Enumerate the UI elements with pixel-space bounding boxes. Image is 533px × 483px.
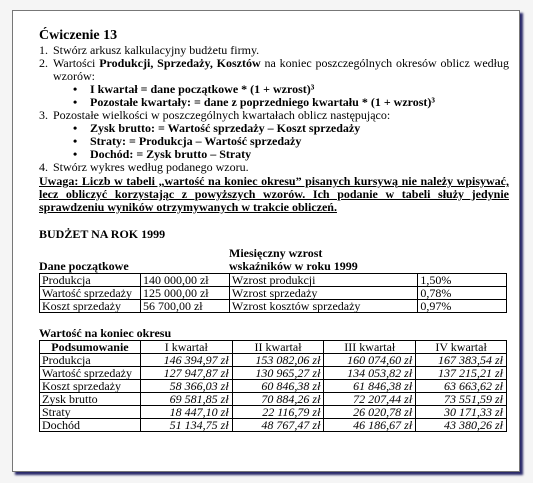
step-text-bold: Produkcji, Sprzedaży, Kosztów [99, 56, 261, 70]
table-header-cell: II kwartał [232, 341, 324, 354]
end-values-table [39, 340, 507, 432]
exercise-title: Ćwiczenie 13 [39, 28, 118, 43]
step-text-part: na koniec poszczególnych okresów oblicz według wzorów: [53, 56, 509, 83]
monthly-growth-label-line: wskaźników w roku 1999 [229, 259, 358, 273]
table-row [40, 367, 507, 380]
table-cell: Dochód [40, 419, 141, 432]
table-cell: 69 581,85 zł [140, 393, 232, 406]
table-header-row [40, 341, 507, 354]
table-cell: 0,97% [418, 300, 507, 313]
table-cell: 43 380,26 zł [416, 419, 507, 432]
table-cell: Wzrost produkcji [229, 274, 418, 287]
table-cell: 61 846,38 zł [324, 380, 416, 393]
bullet-icon: • [73, 95, 78, 109]
step-text: Pozostałe wielkości w poszczególnych kwartałach oblicz następująco: [53, 108, 391, 122]
table-cell: Koszt sprzedaży [40, 380, 141, 393]
bullet-icon: • [73, 134, 78, 148]
table-cell: 160 074,60 zł [324, 354, 416, 367]
table-header-cell: III kwartał [324, 341, 416, 354]
table-cell: 56 700,00 zł [140, 300, 229, 313]
step-2 [39, 57, 509, 83]
note-text: Uwaga: Liczb w tabeli „wartość na koniec okresu” pisanych kursywą nie należy wpisywać, lecz obliczyć korzystając z powyższych wzorów. Ich podanie w tabeli służy jedynie sprawdzeniu wyników otrzymywanych w trakcie obliczeń. [39, 174, 509, 214]
step-text: Stwórz arkusz kalkulacyjny budżetu firmy. [53, 43, 260, 57]
table-cell: 137 215,21 zł [416, 367, 507, 380]
step-2-bullets [73, 83, 509, 109]
table-cell: Straty [40, 406, 141, 419]
table-row [40, 393, 507, 406]
table-cell: 146 394,97 zł [140, 354, 232, 367]
table-cell: 127 947,87 zł [140, 367, 232, 380]
step-number: 2. [39, 56, 48, 70]
table-cell: 153 082,06 zł [232, 354, 324, 367]
table-cell: 125 000,00 zł [140, 287, 229, 300]
monthly-growth-label [229, 247, 379, 273]
table-cell: 30 171,33 zł [416, 406, 507, 419]
table-header-cell: I kwartał [140, 341, 232, 354]
end-values-title: Wartość na koniec okresu [39, 326, 172, 340]
bullet-text: Zysk brutto: = Wartość sprzedaży – Koszt sprzedaży [90, 121, 361, 135]
table-cell: Wzrost kosztów sprzedaży [229, 300, 418, 313]
table-cell: 48 767,47 zł [232, 419, 324, 432]
document-page [12, 10, 520, 472]
step-number: 1. [39, 43, 48, 57]
table-cell: 58 366,03 zł [140, 380, 232, 393]
table-cell: 130 965,27 zł [232, 367, 324, 380]
table-row [40, 380, 507, 393]
bullet-icon: • [73, 121, 78, 135]
bullet-text: Straty: = Produkcja – Wartość sprzedaży [90, 134, 302, 148]
table-cell: 0,78% [418, 287, 507, 300]
table-cell: 60 846,38 zł [232, 380, 324, 393]
initial-data-label: Dane początkowe [39, 259, 129, 273]
table-cell: 1,50% [418, 274, 507, 287]
table-cell: Produkcja [40, 354, 141, 367]
table-cell: Wartość sprzedaży [40, 287, 141, 300]
table-header-cell: Podsumowanie [40, 341, 141, 354]
bullet-text: I kwartał = dane początkowe * (1 + wzrost)³ [90, 82, 315, 96]
step-4 [39, 161, 509, 174]
table-cell: 18 447,10 zł [140, 406, 232, 419]
table-row [40, 406, 507, 419]
document-content [39, 29, 509, 432]
table-cell: 51 134,75 zł [140, 419, 232, 432]
bullet-text: Pozostałe kwartały: = dane z poprzedniego kwartału * (1 + wzrost)³ [90, 95, 436, 109]
table-cell: Wzrost sprzedaży [229, 287, 418, 300]
table-cell: 63 663,62 zł [416, 380, 507, 393]
step-text [53, 57, 509, 83]
table-cell: Koszt sprzedaży [40, 300, 141, 313]
table-cell: 134 053,82 zł [324, 367, 416, 380]
step-text-part: Wartości [53, 56, 100, 70]
table-cell: 26 020,78 zł [324, 406, 416, 419]
table-cell: 73 551,59 zł [416, 393, 507, 406]
bullet-text: Dochód: = Zysk brutto – Straty [90, 147, 252, 161]
table-cell: Zysk brutto [40, 393, 141, 406]
budget-title: BUDŻET NA ROK 1999 [39, 227, 166, 241]
table-cell: Wartość sprzedaży [40, 367, 141, 380]
table-cell: 72 207,44 zł [324, 393, 416, 406]
table-cell: 22 116,79 zł [232, 406, 324, 419]
table-row [40, 287, 507, 300]
step-text: Stwórz wykres według podanego wzoru. [53, 160, 249, 174]
table-cell: 46 186,67 zł [324, 419, 416, 432]
table-row [40, 300, 507, 313]
table-row [40, 419, 507, 432]
bullet-icon: • [73, 147, 78, 161]
table-cell: 140 000,00 zł [140, 274, 229, 287]
step-3-bullets [73, 122, 509, 161]
monthly-growth-label-line: Miesięczny wzrost [229, 246, 323, 260]
step-number: 4. [39, 160, 48, 174]
budget-table [39, 273, 507, 313]
budget-table-header [39, 247, 509, 273]
table-cell: 167 383,54 zł [416, 354, 507, 367]
table-cell: Produkcja [40, 274, 141, 287]
table-cell: 70 884,26 zł [232, 393, 324, 406]
bullet-icon: • [73, 82, 78, 96]
table-row [40, 274, 507, 287]
table-header-cell: IV kwartał [416, 341, 507, 354]
table-row [40, 354, 507, 367]
step-number: 3. [39, 108, 48, 122]
